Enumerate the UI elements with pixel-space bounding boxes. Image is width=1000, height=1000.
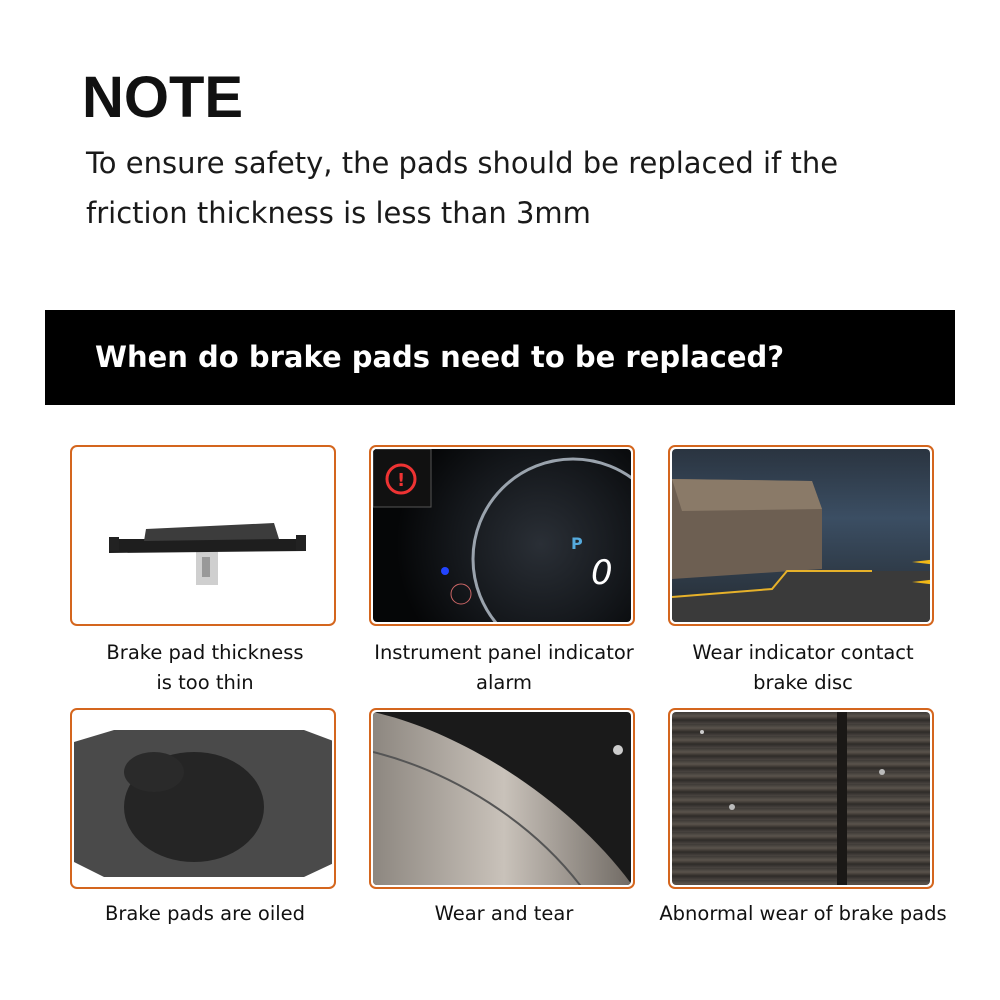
section-banner [45, 310, 955, 405]
abnormal-wear-image [672, 712, 930, 885]
caption-wear-indicator [653, 638, 953, 698]
note-line-2: friction thickness is less than 3mm [86, 196, 591, 230]
wear-indicator-image-card [668, 445, 934, 626]
caption-line: is too thin [156, 671, 254, 694]
dashboard-image [373, 449, 631, 622]
oiled-pad-image-card [70, 708, 336, 889]
caption-line: brake disc [753, 671, 853, 694]
thin-pad-image-card [70, 445, 336, 626]
svg-text:0: 0 [591, 553, 613, 593]
caption-line: alarm [476, 671, 532, 694]
note-title: NOTE [82, 65, 244, 130]
caption-wear-tear [354, 899, 654, 929]
caption-oiled [55, 899, 355, 929]
caption-abnormal-wear [653, 899, 953, 929]
svg-text:P: P [571, 534, 583, 553]
caption-line: Instrument panel indicator [374, 641, 634, 664]
svg-text:!: ! [397, 470, 406, 491]
brake-pad-image [74, 449, 332, 622]
banner-title: When do brake pads need to be replaced? [95, 340, 785, 374]
abnormal-wear-image-card [668, 708, 934, 889]
oiled-pad-image [74, 712, 332, 885]
caption-line: Wear indicator contact [692, 641, 914, 664]
caption-line: Brake pads are oiled [104, 902, 306, 925]
instrument-panel-image-card [369, 445, 635, 626]
wear-indicator-image [672, 449, 930, 622]
worn-disc-image-card [369, 708, 635, 889]
caption-line: Wear and tear [434, 902, 574, 925]
note-line-1: To ensure safety, the pads should be replaced if the [86, 146, 839, 180]
caption-line: Abnormal wear of brake pads [659, 902, 947, 925]
caption-line: Brake pad thickness [106, 641, 304, 664]
caption-thin-pad [55, 638, 355, 698]
worn-disc-image [373, 712, 631, 885]
caption-instrument-panel [354, 638, 654, 698]
